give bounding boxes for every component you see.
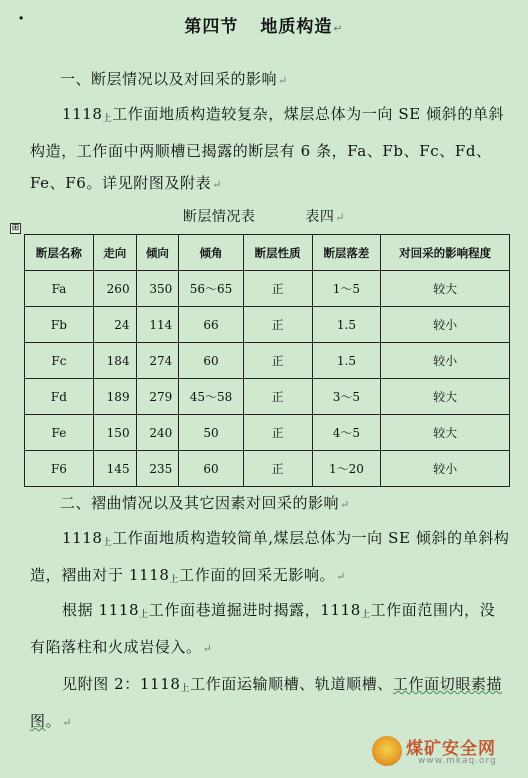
cell-dip-angle: 45～58 (179, 379, 243, 415)
paragraph-folds-text-end: 工作面的回采无影响。 (179, 566, 336, 584)
cell-impact: 较大 (381, 379, 510, 415)
paragraph-attachment (30, 668, 510, 739)
col-header-strike: 走向 (93, 235, 136, 271)
table-row (25, 307, 510, 343)
face-subscript: 上 (360, 610, 371, 620)
cell-impact: 较大 (381, 271, 510, 307)
paragraph-faults (30, 98, 510, 201)
fault-table (24, 234, 510, 487)
face-subscript: 上 (169, 575, 180, 585)
paragraph-collapse-text: 工作面范围内，没有陷落柱和火成岩侵入。 (30, 601, 496, 656)
cell-strike: 189 (93, 379, 136, 415)
cell-dip-direction: 350 (136, 271, 179, 307)
table-move-handle-icon[interactable]: ⊞ (11, 223, 20, 233)
paragraph-mark-icon: ↵ (335, 211, 346, 224)
cell-name: Fa (25, 271, 94, 307)
col-header-nature: 断层性质 (243, 235, 312, 271)
cell-impact: 较小 (381, 343, 510, 379)
table-caption (0, 206, 528, 226)
paragraph-attachment-prefix: 见附图 2：1118 (62, 675, 181, 693)
cell-strike: 184 (93, 343, 136, 379)
table-row (25, 343, 510, 379)
cell-name: Fb (25, 307, 94, 343)
paragraph-mark-icon: ↵ (278, 74, 288, 87)
table-header-row (25, 235, 510, 271)
cell-strike: 145 (93, 451, 136, 487)
site-watermark (372, 734, 522, 770)
cell-dip-direction: 235 (136, 451, 179, 487)
cell-throw: 1～5 (312, 271, 381, 307)
paragraph-collapse-columns (30, 594, 510, 665)
paragraph-mark-icon: ↵ (202, 642, 213, 655)
cell-nature: 正 (243, 379, 312, 415)
face-number: 1118 (62, 105, 103, 123)
cell-throw: 1～20 (312, 451, 381, 487)
cell-dip-angle: 66 (179, 307, 243, 343)
spellcheck-underlined-text: 工作面切眼素描图 (30, 675, 503, 730)
cell-dip-direction: 274 (136, 343, 179, 379)
face-subscript: 上 (139, 610, 149, 620)
table-row (25, 415, 510, 451)
col-header-dip-direction: 倾向 (136, 235, 179, 271)
cell-dip-direction: 240 (136, 415, 179, 451)
cell-nature: 正 (243, 415, 312, 451)
cell-name: Fe (25, 415, 94, 451)
cell-nature: 正 (243, 451, 312, 487)
paragraph-attachment-end: 。 (45, 712, 62, 730)
section-name: 地质构造 (260, 17, 333, 37)
paragraph-mark-icon: ↵ (62, 716, 73, 729)
heading-folds (60, 492, 350, 513)
section-number: 第四节 (184, 17, 239, 37)
cell-strike: 24 (93, 307, 136, 343)
cell-dip-angle: 50 (179, 415, 243, 451)
site-logo-icon (372, 736, 402, 766)
cell-strike: 260 (93, 271, 136, 307)
table-row (25, 271, 510, 307)
face-number: 1118 (62, 529, 103, 547)
cell-name: Fc (25, 343, 94, 379)
cell-throw: 3～5 (312, 379, 381, 415)
heading-faults-text: 一、断层情况以及对回采的影响 (60, 70, 278, 88)
cell-dip-angle: 56～65 (179, 271, 243, 307)
face-subscript: 上 (180, 684, 191, 694)
face-subscript: 上 (102, 538, 113, 548)
cell-throw: 4～5 (312, 415, 381, 451)
cell-nature: 正 (243, 271, 312, 307)
cell-throw: 1.5 (312, 343, 381, 379)
cell-dip-angle: 60 (179, 451, 243, 487)
cell-name: Fd (25, 379, 94, 415)
face-subscript: 上 (102, 114, 113, 124)
cell-dip-direction: 279 (136, 379, 179, 415)
paragraph-folds (30, 522, 510, 596)
watermark-name: 煤矿安全网 (406, 739, 496, 759)
col-header-name: 断层名称 (25, 235, 94, 271)
paragraph-faults-text: 工作面地质构造较复杂，煤层总体为一向 SE 倾斜的单斜构造，工作面中两顺槽已揭露的断层有 6 条，Fa、Fb、Fc、Fd、Fe、F6。详见附图及附表 (30, 105, 505, 192)
cell-nature: 正 (243, 307, 312, 343)
cell-impact: 较大 (381, 415, 510, 451)
table-caption-title: 断层情况表 (182, 209, 256, 225)
paragraph-collapse-prefix: 根据 1118 (62, 601, 140, 619)
cell-nature: 正 (243, 343, 312, 379)
cell-name: F6 (25, 451, 94, 487)
col-header-throw: 断层落差 (312, 235, 381, 271)
bullet-mark: · (18, 8, 25, 29)
paragraph-mark-icon: ↵ (340, 498, 350, 511)
cell-impact: 较小 (381, 307, 510, 343)
col-header-impact: 对回采的影响程度 (381, 235, 510, 271)
table-row (25, 451, 510, 487)
cell-impact: 较小 (381, 451, 510, 487)
cell-dip-angle: 60 (179, 343, 243, 379)
paragraph-attachment-text: 工作面运输顺槽、轨道顺槽、 (190, 675, 393, 693)
col-header-dip-angle: 倾角 (179, 235, 243, 271)
paragraph-mark-icon: ↵ (212, 178, 223, 191)
table-row (25, 379, 510, 415)
paragraph-mark-icon: ↵ (333, 22, 344, 35)
watermark-url: www.mkaq.org (418, 756, 497, 766)
paragraph-mark-icon: ↵ (336, 570, 346, 583)
table-caption-number: 表四 (305, 209, 335, 225)
cell-throw: 1.5 (312, 307, 381, 343)
cell-strike: 150 (93, 415, 136, 451)
paragraph-folds-text: 工作面地质构造较简单,煤层总体为一向 SE 倾斜的单斜构造，褶曲对于 1118 (30, 529, 510, 584)
heading-faults (60, 68, 288, 89)
paragraph-collapse-mid: 工作面巷道掘进时揭露，1118 (148, 601, 361, 619)
cell-dip-direction: 114 (136, 307, 179, 343)
heading-folds-text: 二、褶曲情况以及其它因素对回采的影响 (60, 494, 340, 512)
section-title (0, 12, 528, 37)
